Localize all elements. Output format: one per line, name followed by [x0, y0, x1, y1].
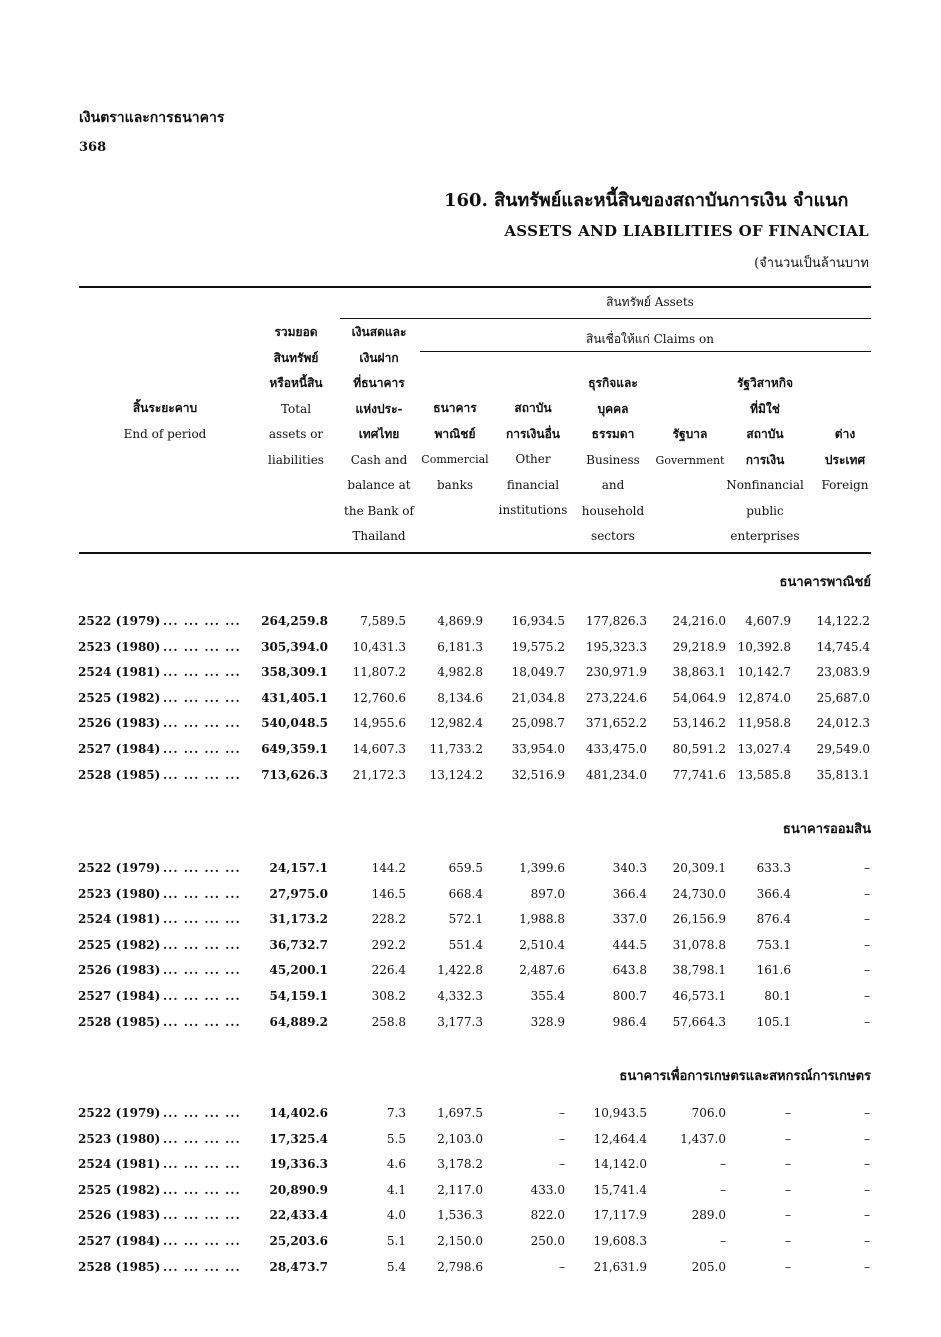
cell-total: 64,889.2	[269, 1014, 328, 1029]
cell-government: 26,156.9	[672, 912, 726, 927]
cell-other-fin: 1,399.6	[519, 861, 565, 875]
cell-business: 986.4	[612, 1014, 647, 1029]
cell-business: 340.3	[612, 861, 647, 875]
cell-business: 17,117.9	[593, 1208, 647, 1223]
cell-foreign: –	[864, 937, 870, 952]
cell-commercial: 8,134.6	[437, 690, 483, 705]
cell-business: 177,826.3	[585, 614, 647, 628]
cell-foreign: –	[864, 989, 870, 1003]
cell-foreign: 24,012.3	[816, 716, 870, 731]
cell-total: 27,975.0	[269, 886, 328, 901]
cell-foreign: 25,687.0	[816, 690, 870, 705]
header-bottom-rule	[79, 552, 871, 554]
cell-total: 540,048.5	[261, 716, 328, 731]
cell-nonfin: –	[785, 1259, 791, 1274]
header-business-line: ธรรมดา	[591, 427, 635, 441]
header-commercial	[420, 396, 490, 498]
cell-commercial: 12,982.4	[429, 716, 483, 731]
cell-cash: 228.2	[371, 912, 406, 927]
header-other-financial-line: financial	[506, 477, 560, 492]
cell-business: 643.8	[612, 963, 647, 978]
cell-government: 80,591.2	[672, 742, 726, 756]
cell-cash: 14,607.3	[352, 742, 406, 756]
header-foreign-line: Foreign	[821, 478, 869, 492]
cell-business: 273,224.6	[585, 690, 647, 705]
header-total-line: assets or	[268, 427, 324, 441]
cell-foreign: –	[864, 861, 870, 875]
cell-total: 24,157.1	[269, 861, 328, 875]
cell-dots: ... ... ... ...	[163, 1157, 241, 1172]
cell-business: 10,943.5	[593, 1106, 647, 1120]
header-top-rule	[79, 286, 871, 288]
cell-foreign: –	[864, 886, 870, 901]
header-cash-line: เงินสดและ	[351, 325, 407, 339]
header-period-th: สิ้นระยะคาบ	[132, 401, 198, 415]
header-commercial-line: ธนาคาร	[433, 401, 477, 415]
cell-period: 2522 (1979)	[78, 614, 161, 628]
header-business-line: sectors	[591, 529, 635, 543]
cell-total: 22,433.4	[269, 1208, 328, 1223]
cell-cash: 226.4	[371, 963, 406, 978]
cell-business: 433,475.0	[585, 742, 647, 756]
header-business-line: and	[601, 478, 625, 492]
cell-business: 15,741.4	[593, 1182, 647, 1197]
cell-foreign: 23,083.9	[816, 665, 870, 680]
header-nonfinancial-line: รัฐวิสาหกิจ	[736, 376, 794, 390]
cell-dots: ... ... ... ...	[163, 886, 241, 901]
cell-other-fin: 822.0	[530, 1208, 565, 1223]
cell-foreign: –	[864, 1014, 870, 1029]
cell-nonfin: 13,027.4	[737, 742, 791, 756]
cell-period: 2524 (1981)	[78, 912, 161, 927]
cell-period: 2528 (1985)	[78, 767, 161, 782]
cell-foreign: –	[864, 1157, 870, 1172]
cell-cash: 5.1	[386, 1234, 406, 1248]
table-row	[0, 716, 941, 742]
cell-total: 31,173.2	[269, 912, 328, 927]
header-foreign	[814, 422, 876, 499]
cell-nonfin: 633.3	[756, 861, 791, 875]
cell-total: 54,159.1	[269, 989, 328, 1003]
cell-cash: 7,589.5	[360, 614, 406, 628]
cell-other-fin: 328.9	[530, 1014, 565, 1029]
cell-total: 305,394.0	[261, 639, 328, 654]
cell-commercial: 659.5	[448, 861, 483, 875]
cell-other-fin: 18,049.7	[511, 665, 565, 680]
cell-total: 20,890.9	[269, 1182, 328, 1197]
cell-government: 54,064.9	[672, 690, 726, 705]
header-business-line: household	[581, 503, 645, 518]
cell-dots: ... ... ... ...	[163, 639, 241, 654]
cell-business: 800.7	[612, 989, 647, 1003]
header-total-line: รวมยอด	[274, 325, 318, 339]
cell-period: 2524 (1981)	[78, 1157, 161, 1172]
cell-business: 14,142.0	[593, 1157, 647, 1172]
cell-period: 2523 (1980)	[78, 639, 161, 654]
cell-government: 20,309.1	[672, 861, 726, 875]
cell-foreign: 14,122.2	[816, 614, 870, 628]
cell-foreign: –	[864, 1131, 870, 1146]
assets-group-header: สินทรัพย์ Assets	[606, 295, 694, 309]
header-other-financial-line: institutions	[498, 503, 568, 517]
header-commercial-line: พาณิชย์	[434, 426, 476, 441]
cell-period: 2523 (1980)	[78, 1131, 161, 1146]
cell-commercial: 1,422.8	[437, 963, 483, 978]
header-foreign-line: ต่าง	[834, 427, 856, 441]
header-cash-line: Thailand	[352, 529, 406, 543]
cell-cash: 144.2	[371, 861, 406, 875]
cell-dots: ... ... ... ...	[163, 665, 241, 680]
cell-cash: 12,760.6	[352, 690, 406, 705]
cell-total: 25,203.6	[269, 1234, 328, 1248]
cell-government: 31,078.8	[672, 937, 726, 952]
cell-commercial: 13,124.2	[429, 767, 483, 782]
cell-period: 2528 (1985)	[78, 1259, 161, 1274]
cell-commercial: 1,536.3	[437, 1208, 483, 1223]
cell-commercial: 4,332.3	[437, 989, 483, 1003]
cell-business: 230,971.9	[585, 665, 647, 680]
header-period	[95, 396, 235, 447]
cell-total: 358,309.1	[261, 665, 328, 680]
cell-business: 366.4	[612, 886, 647, 901]
claims-group-rule	[420, 351, 871, 352]
header-period-en: End of period	[123, 426, 207, 441]
cell-government: 289.0	[691, 1208, 726, 1223]
cell-dots: ... ... ... ...	[163, 742, 241, 756]
section-title-savings-bank: ธนาคารออมสิน	[782, 822, 871, 837]
cell-government: 24,730.0	[672, 886, 726, 901]
cell-period: 2525 (1982)	[78, 937, 161, 952]
cell-commercial: 1,697.5	[437, 1106, 483, 1120]
cell-government: 53,146.2	[672, 716, 726, 731]
cell-dots: ... ... ... ...	[163, 1014, 241, 1029]
header-total-line: สินทรัพย์	[273, 350, 319, 365]
cell-other-fin: 355.4	[530, 989, 565, 1003]
cell-dots: ... ... ... ...	[163, 989, 241, 1003]
cell-other-fin: 897.0	[530, 886, 565, 901]
cell-period: 2525 (1982)	[78, 690, 161, 705]
table-row	[0, 691, 941, 717]
cell-period: 2527 (1984)	[78, 1234, 161, 1248]
cell-other-fin: 2,510.4	[519, 937, 565, 952]
cell-total: 28,473.7	[269, 1259, 328, 1274]
cell-commercial: 2,117.0	[437, 1182, 483, 1197]
table-row	[0, 912, 941, 938]
header-nonfinancial-line: สถาบัน	[746, 427, 784, 441]
cell-commercial: 2,150.0	[437, 1234, 483, 1248]
cell-cash: 4.0	[386, 1208, 406, 1223]
cell-commercial: 4,869.9	[437, 614, 483, 628]
cell-nonfin: 4,607.9	[745, 614, 791, 628]
header-total-line: หรือหนี้สิน	[269, 376, 323, 390]
header-cash-line: balance at	[347, 478, 411, 492]
cell-cash: 5.5	[386, 1131, 406, 1146]
table-title-english: ASSETS AND LIABILITIES OF FINANCIAL	[504, 222, 869, 240]
header-cash-line: เทศไทย	[358, 427, 400, 441]
cell-commercial: 2,798.6	[437, 1259, 483, 1274]
unit-note: (จำนวนเป็นล้านบาท	[754, 256, 869, 271]
table-row	[0, 1234, 941, 1260]
cell-cash: 308.2	[371, 989, 406, 1003]
header-government	[652, 422, 728, 473]
cell-government: –	[720, 1182, 726, 1197]
header-cash	[336, 320, 422, 550]
table-row	[0, 963, 941, 989]
cell-total: 431,405.1	[261, 690, 328, 705]
cell-commercial: 6,181.3	[437, 639, 483, 654]
cell-nonfin: 11,958.8	[737, 716, 791, 731]
cell-dots: ... ... ... ...	[163, 767, 241, 782]
cell-other-fin: 2,487.6	[519, 963, 565, 978]
cell-foreign: –	[864, 1182, 870, 1197]
cell-period: 2526 (1983)	[78, 963, 161, 978]
cell-cash: 4.6	[386, 1157, 406, 1172]
cell-government: 205.0	[691, 1259, 726, 1274]
cell-total: 36,732.7	[269, 937, 328, 952]
cell-dots: ... ... ... ...	[163, 1259, 241, 1274]
running-head: เงินตราและการธนาคาร	[79, 110, 225, 126]
table-row	[0, 989, 941, 1015]
cell-government: 38,798.1	[672, 963, 726, 978]
header-business-line: บุคคล	[597, 401, 629, 416]
cell-foreign: –	[864, 1208, 870, 1223]
header-cash-line: ที่ธนาคาร	[353, 376, 405, 390]
cell-cash: 11,807.2	[352, 665, 406, 680]
header-business-line: ธุรกิจและ	[588, 376, 638, 390]
header-cash-line: แห่งประ-	[355, 401, 403, 416]
cell-period: 2527 (1984)	[78, 989, 161, 1003]
cell-foreign: –	[864, 912, 870, 927]
cell-nonfin: –	[785, 1208, 791, 1223]
cell-government: 706.0	[691, 1106, 726, 1120]
cell-other-fin: 33,954.0	[511, 742, 565, 756]
cell-period: 2522 (1979)	[78, 1106, 161, 1120]
header-commercial-line: Commercial	[421, 453, 489, 466]
cell-other-fin: 433.0	[530, 1182, 565, 1197]
cell-nonfin: 10,392.8	[737, 639, 791, 654]
header-other-financial	[494, 396, 572, 524]
claims-group-header: สินเชื่อให้แก่ Claims on	[586, 332, 714, 346]
cell-dots: ... ... ... ...	[163, 1131, 241, 1146]
cell-cash: 5.4	[386, 1259, 406, 1274]
table-row	[0, 1106, 941, 1132]
cell-total: 14,402.6	[269, 1106, 328, 1120]
table-row	[0, 640, 941, 666]
header-other-financial-line: การเงินอื่น	[505, 426, 561, 441]
cell-cash: 4.1	[386, 1182, 406, 1197]
cell-nonfin: 10,142.7	[737, 665, 791, 680]
cell-period: 2527 (1984)	[78, 742, 161, 756]
header-total	[256, 320, 336, 473]
cell-dots: ... ... ... ...	[163, 690, 241, 705]
cell-business: 371,652.2	[585, 716, 647, 731]
cell-cash: 7.3	[386, 1106, 406, 1120]
cell-business: 19,608.3	[593, 1234, 647, 1248]
cell-nonfin: 80.1	[764, 989, 791, 1003]
cell-foreign: –	[864, 1259, 870, 1274]
header-nonfinancial-line: ที่มิใช่	[750, 401, 780, 416]
table-row	[0, 861, 941, 887]
table-row	[0, 887, 941, 913]
cell-cash: 146.5	[371, 886, 406, 901]
header-nonfinancial-line: enterprises	[730, 529, 800, 543]
cell-commercial: 4,982.8	[437, 665, 483, 680]
header-government-line: รัฐบาล	[672, 427, 708, 441]
table-row	[0, 742, 941, 768]
header-other-financial-line: สถาบัน	[514, 401, 552, 415]
cell-nonfin: 12,874.0	[737, 690, 791, 705]
cell-foreign: 29,549.0	[816, 742, 870, 756]
cell-total: 45,200.1	[269, 963, 328, 978]
cell-business: 337.0	[612, 912, 647, 927]
header-other-financial-line: Other	[515, 452, 551, 466]
header-business-line: Business	[586, 452, 640, 467]
cell-commercial: 11,733.2	[429, 742, 483, 756]
cell-nonfin: 753.1	[756, 937, 791, 952]
table-row	[0, 768, 941, 794]
cell-government: 1,437.0	[680, 1131, 726, 1146]
cell-cash: 21,172.3	[352, 767, 406, 782]
cell-period: 2526 (1983)	[78, 716, 161, 731]
cell-period: 2525 (1982)	[78, 1182, 161, 1197]
cell-dots: ... ... ... ...	[163, 937, 241, 952]
header-total-line: Total	[280, 401, 312, 416]
table-row	[0, 1183, 941, 1209]
cell-other-fin: 32,516.9	[511, 767, 565, 782]
table-row	[0, 1157, 941, 1183]
cell-dots: ... ... ... ...	[163, 716, 241, 731]
cell-government: 24,216.0	[672, 614, 726, 628]
cell-dots: ... ... ... ...	[163, 1106, 241, 1120]
table-row	[0, 614, 941, 640]
cell-other-fin: 250.0	[530, 1234, 565, 1248]
header-nonfinancial-line: การเงิน	[745, 452, 785, 467]
cell-total: 19,336.3	[269, 1157, 328, 1172]
cell-other-fin: 1,988.8	[519, 912, 565, 927]
table-title-thai: 160. สินทรัพย์และหนี้สินของสถาบันการเงิน จำแนก	[444, 190, 849, 211]
cell-period: 2523 (1980)	[78, 886, 161, 901]
cell-nonfin: –	[785, 1182, 791, 1197]
cell-nonfin: –	[785, 1234, 791, 1248]
cell-nonfin: 13,585.8	[737, 767, 791, 782]
cell-dots: ... ... ... ...	[163, 1234, 241, 1248]
table-row	[0, 1015, 941, 1041]
cell-cash: 258.8	[371, 1014, 406, 1029]
cell-dots: ... ... ... ...	[163, 1182, 241, 1197]
header-cash-line: the Bank of	[344, 503, 414, 518]
cell-government: –	[720, 1234, 726, 1248]
cell-foreign: 14,745.4	[816, 639, 870, 654]
assets-group-rule	[340, 318, 871, 319]
cell-cash: 10,431.3	[352, 639, 406, 654]
header-government-line: Government	[655, 453, 725, 467]
cell-business: 195,323.3	[585, 639, 647, 654]
cell-other-fin: 16,934.5	[511, 614, 565, 628]
cell-nonfin: –	[785, 1131, 791, 1146]
header-nonfinancial-line: Nonfinancial	[726, 478, 804, 492]
cell-government: 29,218.9	[672, 639, 726, 654]
cell-commercial: 572.1	[448, 912, 483, 927]
page-number: 368	[79, 140, 107, 155]
table-row	[0, 938, 941, 964]
header-cash-line: เงินฝาก	[359, 350, 399, 365]
cell-other-fin: –	[559, 1157, 565, 1172]
header-business	[576, 371, 650, 550]
cell-commercial: 3,177.3	[437, 1014, 483, 1029]
table-row	[0, 1260, 941, 1286]
cell-nonfin: 161.6	[756, 963, 791, 978]
cell-business: 481,234.0	[585, 767, 647, 782]
section-title-baac: ธนาคารเพื่อการเกษตรและสหกรณ์การเกษตร	[619, 1069, 871, 1084]
header-cash-line: Cash and	[350, 452, 408, 467]
header-foreign-line: ประเทศ	[824, 452, 866, 467]
cell-government: 77,741.6	[672, 767, 726, 782]
cell-other-fin: 21,034.8	[511, 690, 565, 705]
cell-total: 713,626.3	[261, 767, 328, 782]
cell-other-fin: –	[559, 1131, 565, 1146]
cell-business: 444.5	[612, 937, 647, 952]
table-row	[0, 1208, 941, 1234]
header-nonfinancial-line: public	[746, 503, 784, 518]
section-title-commercial-banks: ธนาคารพาณิชย์	[779, 575, 871, 590]
cell-foreign: 35,813.1	[816, 767, 870, 782]
cell-commercial: 668.4	[448, 886, 483, 901]
cell-period: 2526 (1983)	[78, 1208, 161, 1223]
cell-dots: ... ... ... ...	[163, 861, 241, 875]
cell-commercial: 3,178.2	[437, 1157, 483, 1172]
cell-commercial: 2,103.0	[437, 1131, 483, 1146]
cell-business: 21,631.9	[593, 1259, 647, 1274]
table-row	[0, 1132, 941, 1158]
cell-dots: ... ... ... ...	[163, 1208, 241, 1223]
cell-nonfin: 366.4	[756, 886, 791, 901]
cell-foreign: –	[864, 1234, 870, 1248]
cell-foreign: –	[864, 963, 870, 978]
cell-period: 2522 (1979)	[78, 861, 161, 875]
cell-cash: 292.2	[371, 937, 406, 952]
cell-total: 649,359.1	[261, 742, 328, 756]
cell-other-fin: –	[559, 1106, 565, 1120]
cell-nonfin: 105.1	[756, 1014, 791, 1029]
cell-commercial: 551.4	[448, 937, 483, 952]
cell-period: 2528 (1985)	[78, 1014, 161, 1029]
cell-nonfin: –	[785, 1106, 791, 1120]
cell-nonfin: 876.4	[756, 912, 791, 927]
cell-total: 17,325.4	[269, 1131, 328, 1146]
cell-dots: ... ... ... ...	[163, 963, 241, 978]
cell-nonfin: –	[785, 1157, 791, 1172]
cell-government: 57,664.3	[672, 1014, 726, 1029]
cell-cash: 14,955.6	[352, 716, 406, 731]
table-row	[0, 665, 941, 691]
cell-business: 12,464.4	[593, 1131, 647, 1146]
cell-other-fin: –	[559, 1259, 565, 1274]
cell-period: 2524 (1981)	[78, 665, 161, 680]
cell-dots: ... ... ... ...	[163, 912, 241, 927]
cell-dots: ... ... ... ...	[163, 614, 241, 628]
cell-government: –	[720, 1157, 726, 1172]
cell-other-fin: 25,098.7	[511, 716, 565, 731]
cell-other-fin: 19,575.2	[511, 639, 565, 654]
cell-total: 264,259.8	[261, 614, 328, 628]
cell-government: 46,573.1	[672, 989, 726, 1003]
header-commercial-line: banks	[437, 477, 473, 492]
header-nonfinancial	[722, 371, 808, 550]
cell-government: 38,863.1	[672, 665, 726, 680]
header-total-line: liabilities	[268, 452, 324, 467]
cell-foreign: –	[864, 1106, 870, 1120]
